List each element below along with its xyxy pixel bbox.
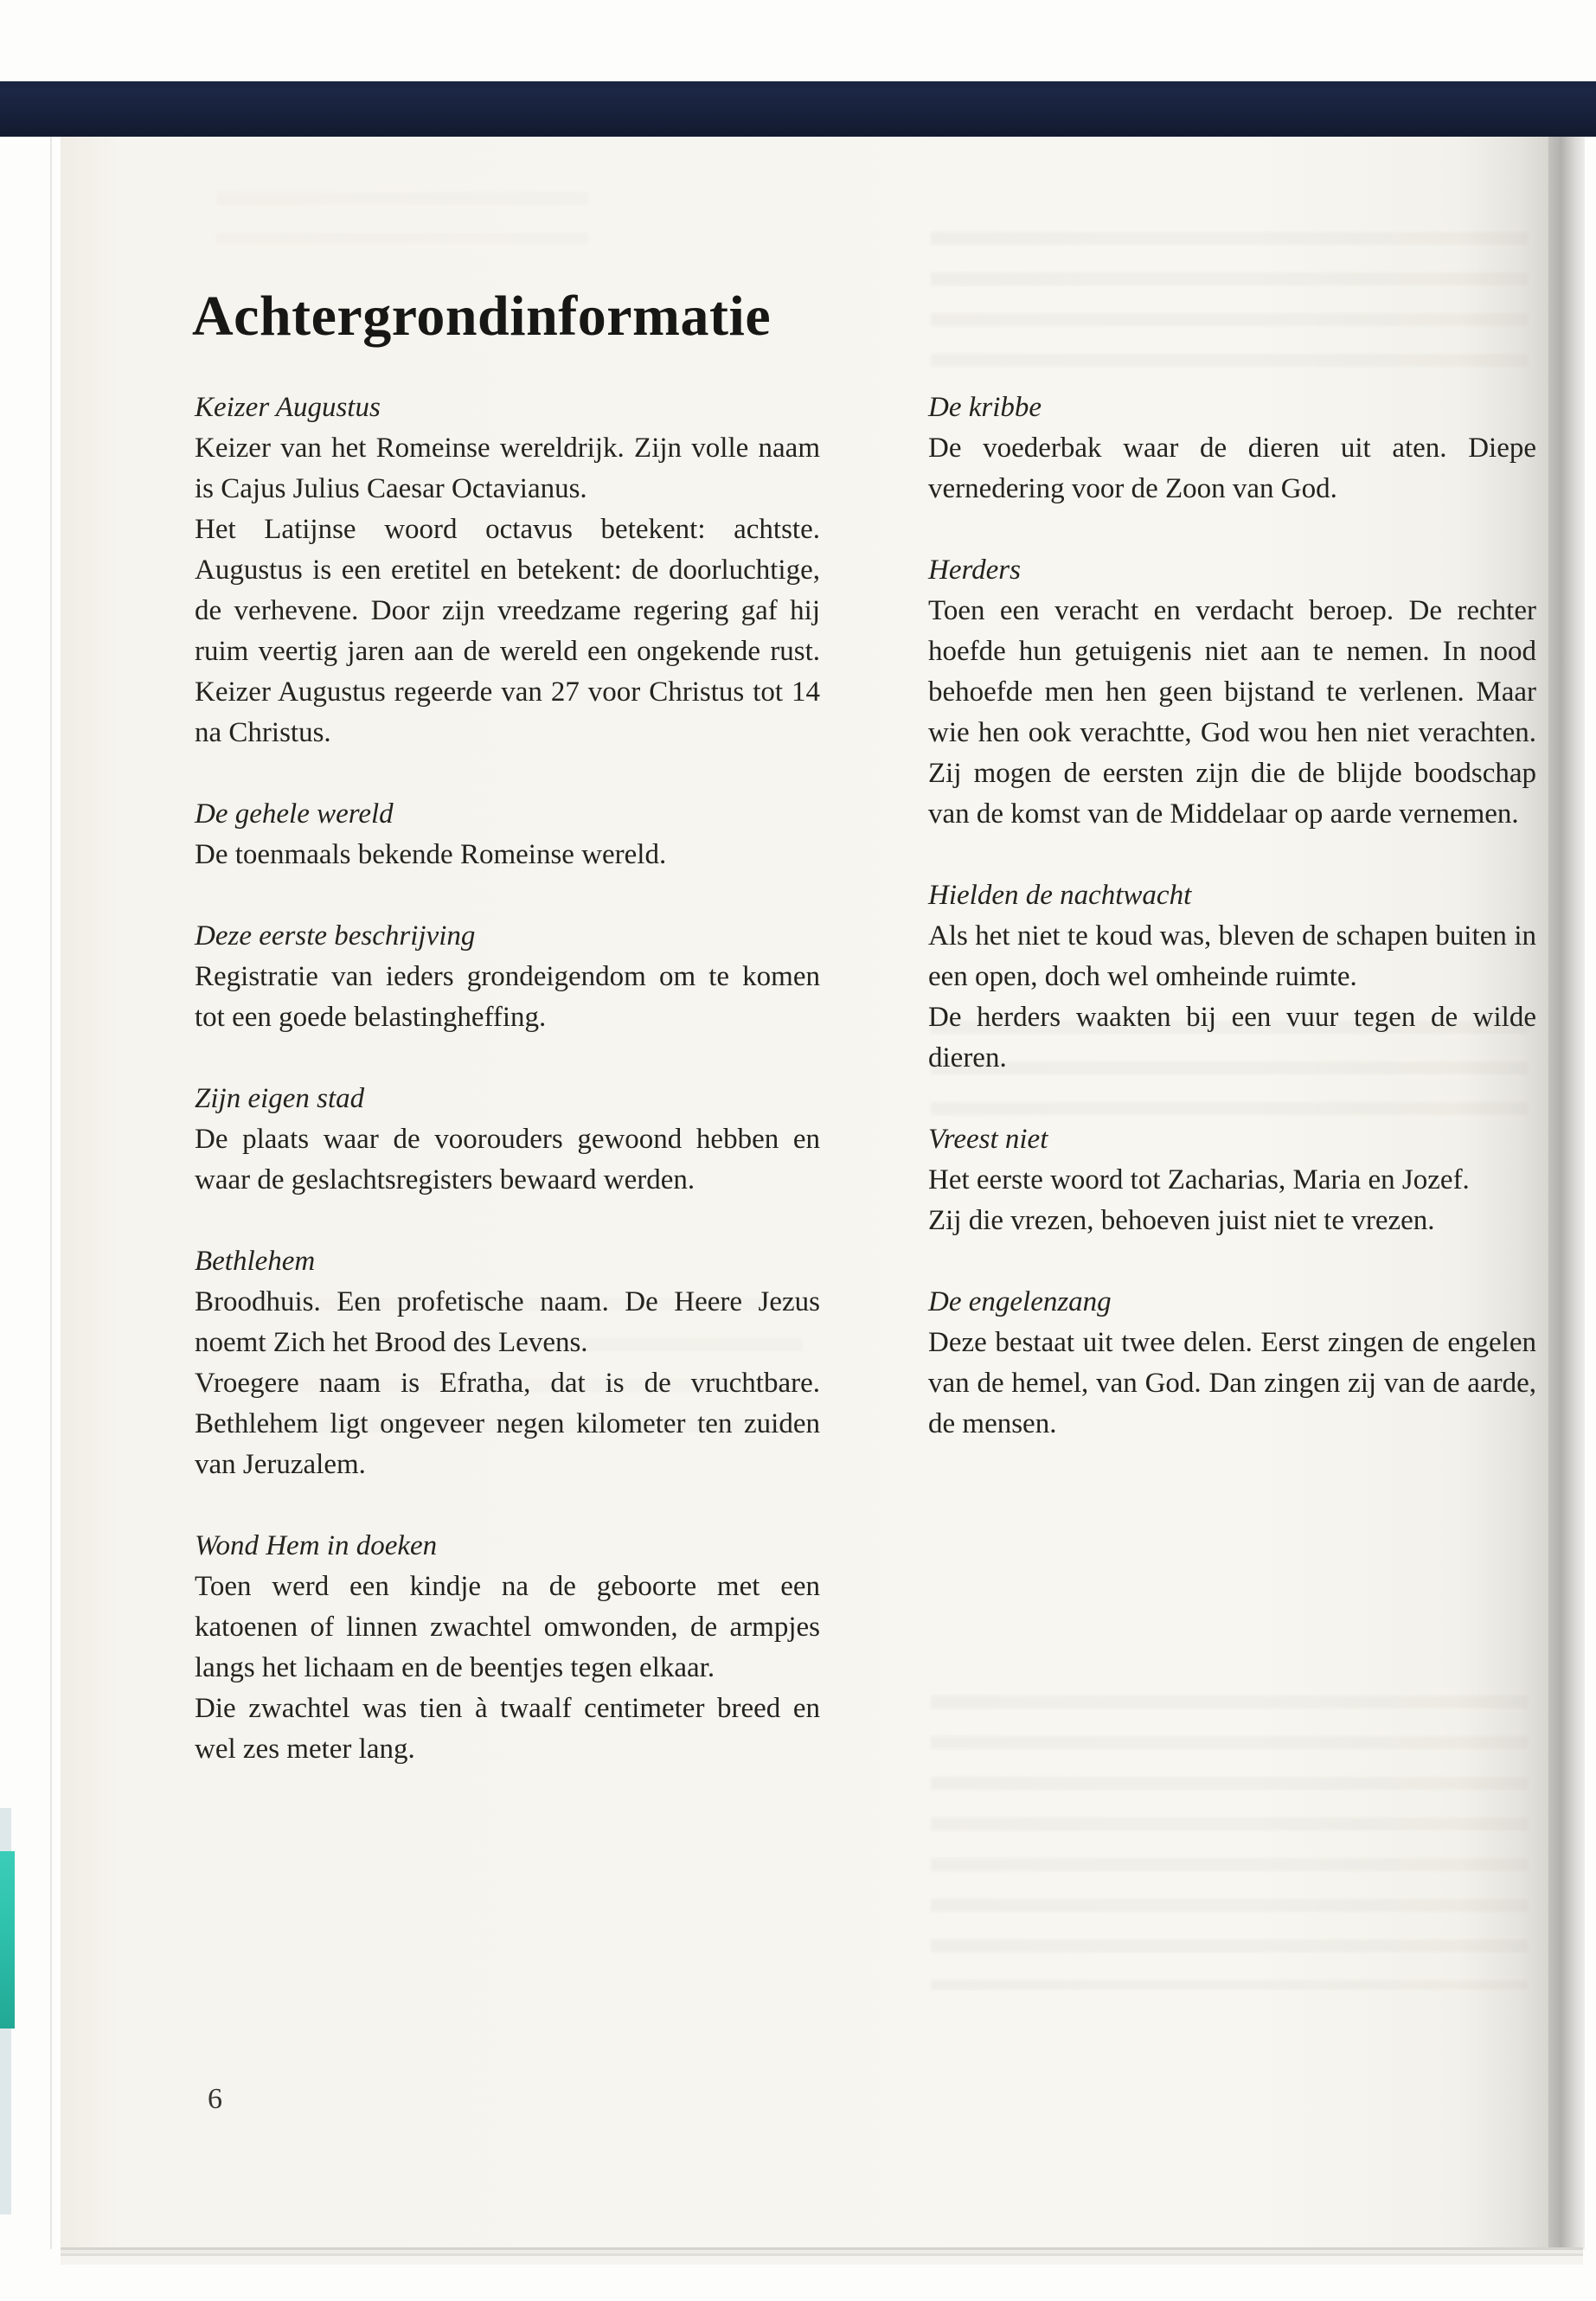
right-column bbox=[928, 388, 1536, 1445]
paragraph: Die zwachtel was tien à twaalf centimeter breed en wel zes meter lang. bbox=[195, 1693, 820, 1765]
section-wond-hem-in-doeken bbox=[195, 1526, 820, 1770]
page-number: 6 bbox=[208, 2083, 222, 2115]
section-bethlehem bbox=[195, 1241, 820, 1485]
paragraph: De herders waakten bij een vuur tegen de wilde dieren. bbox=[928, 1002, 1536, 1074]
bleed-through-artifact bbox=[216, 192, 588, 244]
section-keizer-augustus bbox=[195, 388, 820, 753]
page-title: Achtergrondinformatie bbox=[192, 285, 772, 349]
page-fold-line bbox=[50, 137, 52, 2249]
paragraph: Toen werd een kindje na de geboorte met een katoenen of linnen zwachtel omwonden, de armpjes langs het lichaam en de beentjes tegen elkaar. bbox=[195, 1571, 820, 1683]
book-cover-band bbox=[0, 81, 1596, 137]
section-de-kribbe bbox=[928, 388, 1536, 510]
paragraph: De voederbak waar de dieren uit aten. Diepe vernedering voor de Zoon van God. bbox=[928, 433, 1536, 504]
left-column bbox=[195, 388, 820, 1770]
section-heading: De gehele wereld bbox=[195, 798, 394, 830]
paragraph: De toenmaals bekende Romeinse wereld. bbox=[195, 839, 667, 870]
section-vreest-niet bbox=[928, 1119, 1536, 1241]
bookmark-strip bbox=[0, 1851, 15, 2029]
paragraph: Deze bestaat uit twee delen. Eerst zingen de engelen van de hemel, van God. Dan zingen zij van de aarde, de mensen. bbox=[928, 1327, 1536, 1439]
section-heading: Vreest niet bbox=[928, 1124, 1048, 1155]
section-herders bbox=[928, 550, 1536, 835]
section-heading: Deze eerste beschrijving bbox=[195, 920, 476, 952]
section-heading: Zijn eigen stad bbox=[195, 1083, 365, 1114]
paragraph: Broodhuis. Een profetische naam. De Heere Jezus noemt Zich het Brood des Levens. bbox=[195, 1286, 820, 1358]
paragraph: Zij die vrezen, behoeven juist niet te vrezen. bbox=[928, 1205, 1435, 1236]
paragraph: Registratie van ieders grondeigendom om te komen tot een goede belastingheffing. bbox=[195, 961, 820, 1033]
page-edge-right bbox=[1548, 137, 1585, 2249]
section-de-gehele-wereld bbox=[195, 794, 820, 875]
section-zijn-eigen-stad bbox=[195, 1079, 820, 1201]
section-deze-eerste-beschrijving bbox=[195, 916, 820, 1038]
section-heading: De engelenzang bbox=[928, 1286, 1112, 1317]
paragraph: Toen een veracht en verdacht beroep. De rechter hoefde hun getuigenis niet aan te nemen. In nood behoefde men hen geen bijstand te verlenen. Maar wie hen ook verachtte, God wou hen niet verachten. Zij mogen de eersten zijn die de blijde boodschap van de komst van de Middelaar op aarde vernemen. bbox=[928, 595, 1536, 830]
paragraph: De plaats waar de voorouders gewoond hebben en waar de geslachtsregisters bewaard werden. bbox=[195, 1124, 820, 1195]
paragraph: Keizer van het Romeinse wereldrijk. Zijn volle naam is Cajus Julius Caesar Octavianus. bbox=[195, 433, 820, 504]
page-edge-bottom bbox=[61, 2247, 1583, 2265]
paragraph: Het Latijnse woord octavus betekent: achtste. Augustus is een eretitel en betekent: de doorluchtige, de verhevene. Door zijn vreedzame regering gaf hij ruim veertig jaren aan de wereld een ongekende rust. Keizer Augustus regeerde van 27 voor Christus tot 14 na Christus. bbox=[195, 514, 820, 748]
section-heading: Herders bbox=[928, 554, 1021, 586]
paragraph: Het eerste woord tot Zacharias, Maria en Jozef. bbox=[928, 1164, 1470, 1195]
section-heading: Bethlehem bbox=[195, 1246, 316, 1277]
section-hielden-de-nachtwacht bbox=[928, 875, 1536, 1079]
bleed-through-artifact bbox=[931, 232, 1528, 388]
section-de-engelenzang bbox=[928, 1282, 1536, 1445]
section-heading: Wond Hem in doeken bbox=[195, 1530, 438, 1561]
section-heading: Keizer Augustus bbox=[195, 392, 381, 423]
section-heading: De kribbe bbox=[928, 392, 1042, 423]
section-heading: Hielden de nachtwacht bbox=[928, 880, 1192, 911]
paragraph: Vroegere naam is Efratha, dat is de vruchtbare. Bethlehem ligt ongeveer negen kilometer ten zuiden van Jeruzalem. bbox=[195, 1368, 820, 1480]
bleed-through-artifact bbox=[931, 1695, 1528, 1990]
paragraph: Als het niet te koud was, bleven de schapen buiten in een open, doch wel omheinde ruimte. bbox=[928, 920, 1536, 992]
